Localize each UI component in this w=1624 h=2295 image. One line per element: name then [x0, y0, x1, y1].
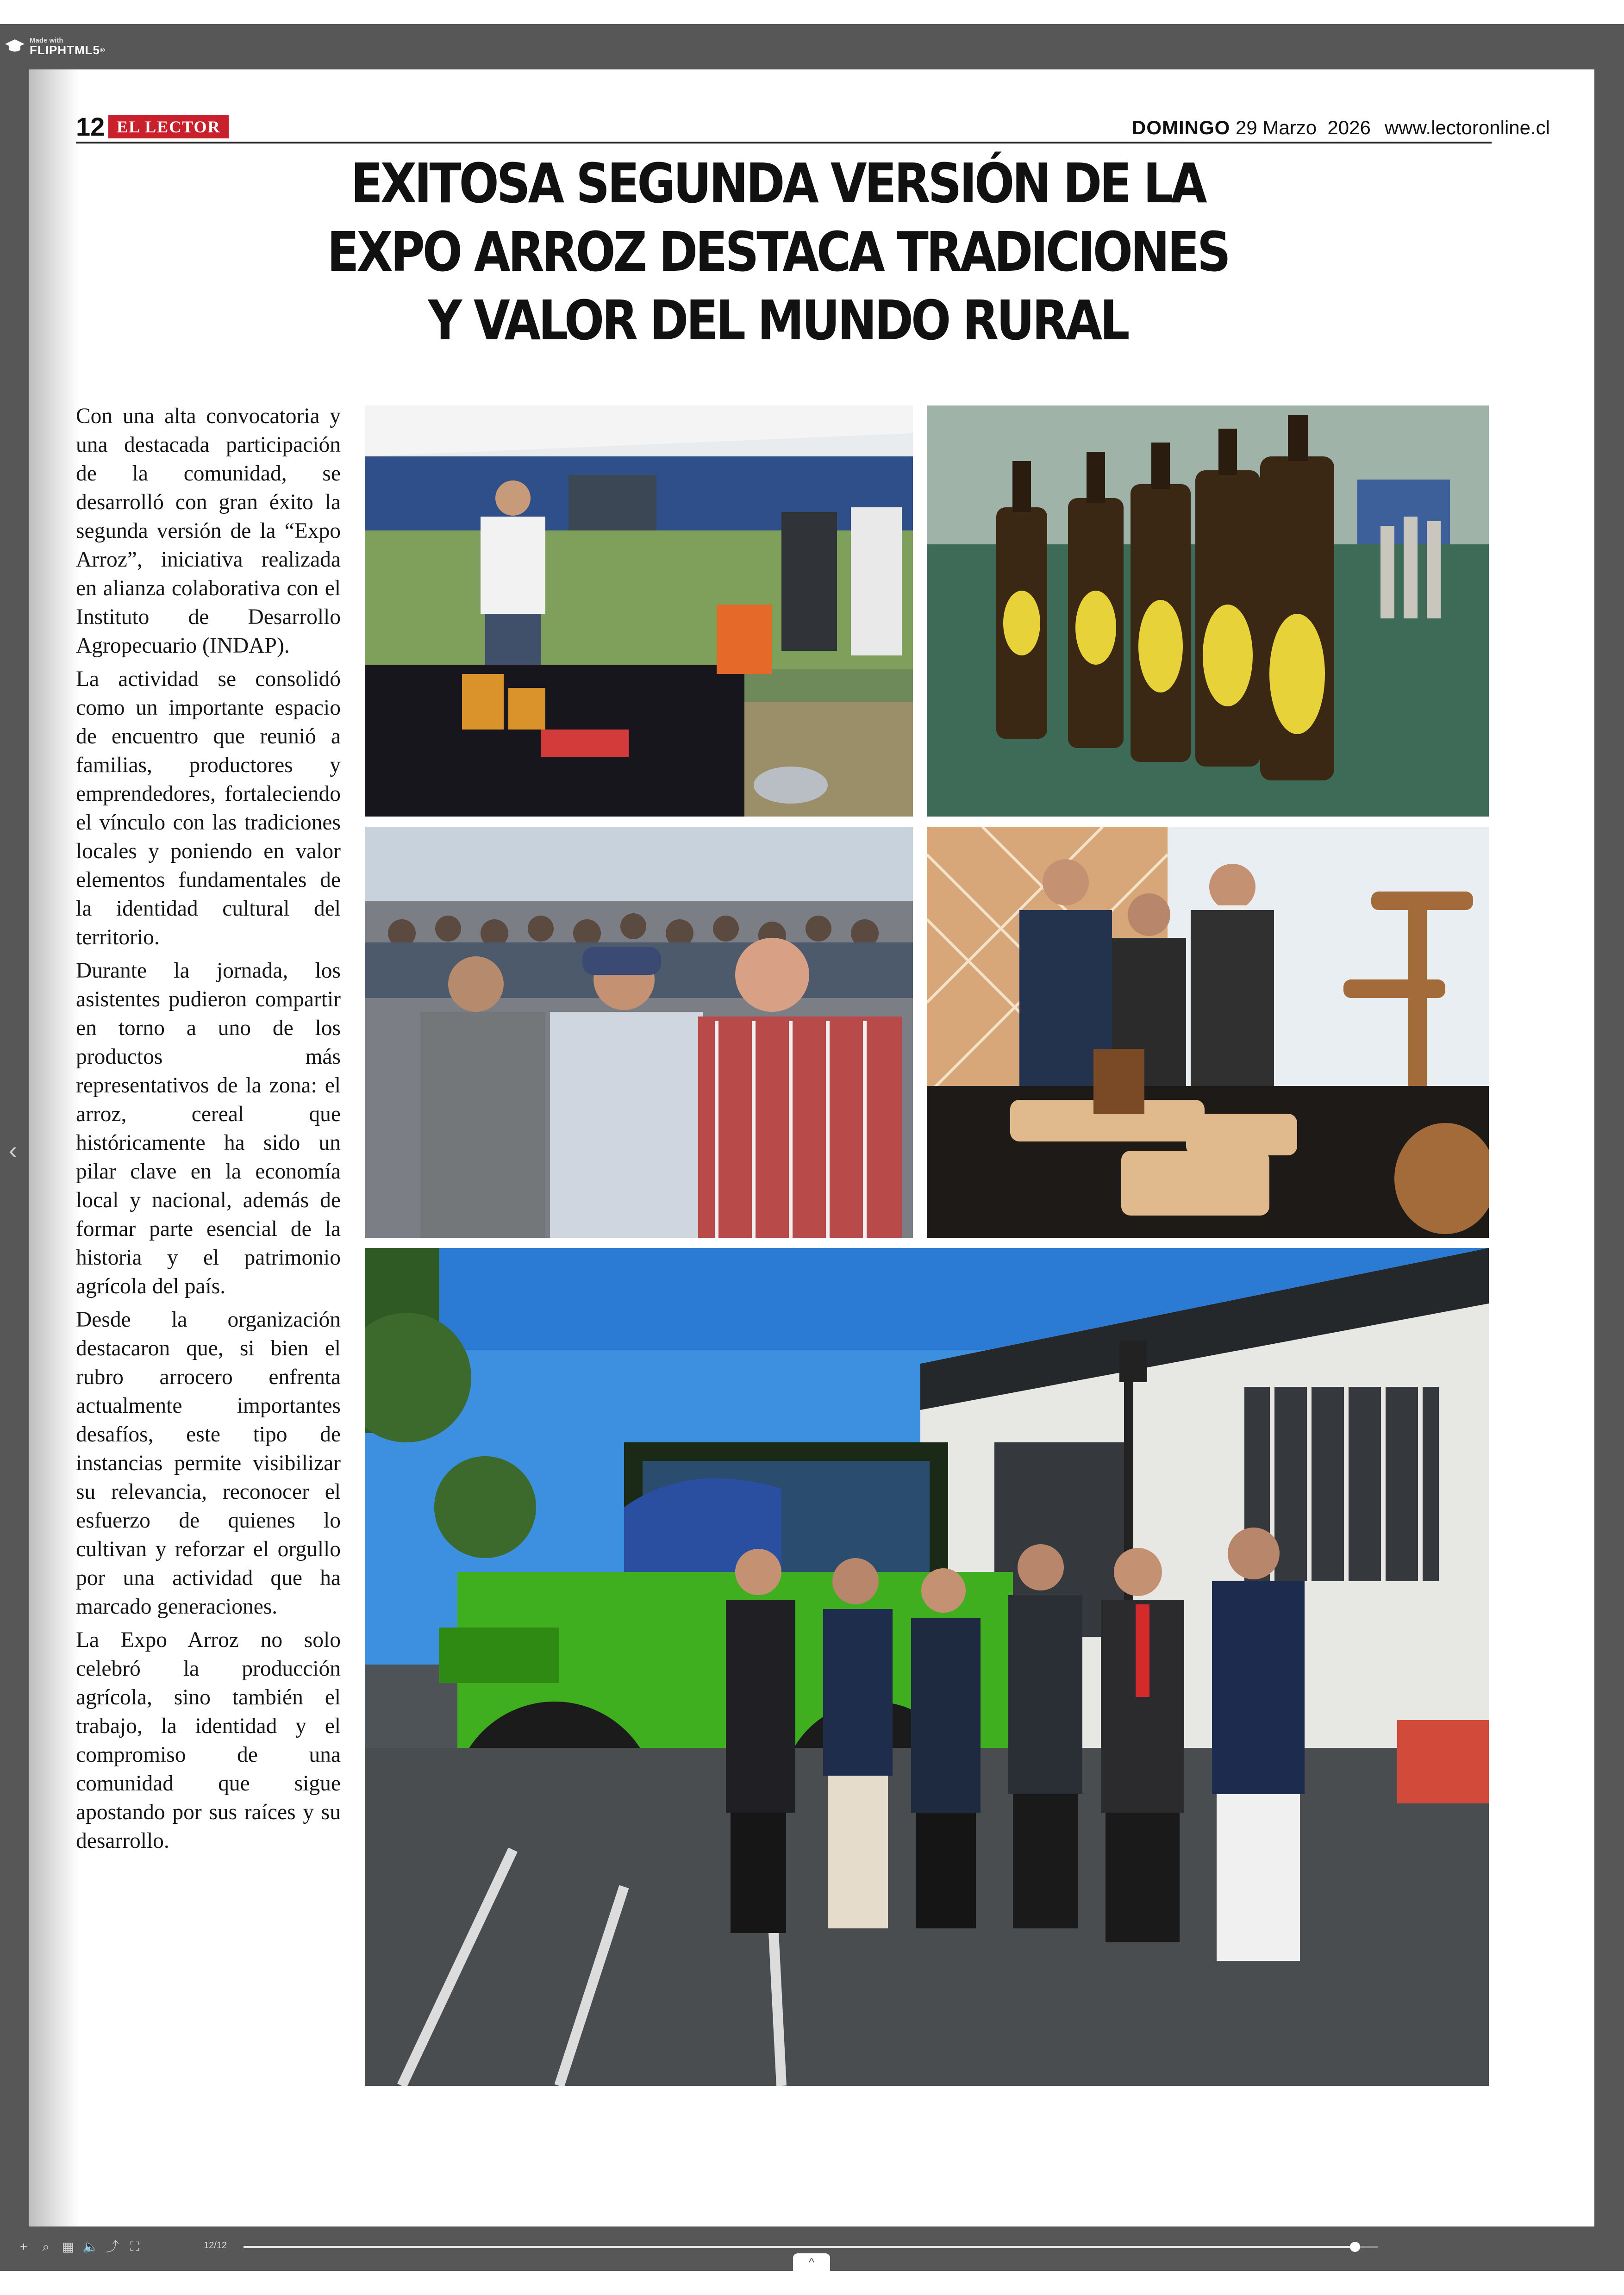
page-number: 12 [76, 112, 105, 141]
website-link[interactable]: www.lectoronline.cl [1384, 117, 1550, 138]
photo-audience [365, 827, 913, 1238]
article-paragraph: Durante la jornada, los asistentes pudieron compartir en torno a uno de los productos más representativos de la zona: el arroz, cereal que históricamente ha sido un pilar clave en la economía local y nacional, además de formar parte esencial de la historia y el patrimonio agrícola del país. [76, 959, 341, 1298]
newspaper-logo-text: EL LECTOR [117, 118, 221, 136]
date-day-month: 29 Marzo [1235, 117, 1317, 138]
article-body [76, 402, 341, 1860]
right-gutter [1594, 69, 1624, 2226]
fullscreen-icon[interactable]: ⛶ [130, 2239, 139, 2254]
grid-icon[interactable]: ▦ [62, 2239, 75, 2254]
bottom-strip [0, 2271, 1624, 2295]
chevron-left-icon[interactable]: ‹ [9, 1136, 17, 1164]
top-strip [0, 0, 1624, 24]
article-paragraph: La actividad se consolidó como un importante espacio de encuentro que reunió a familias, productores y emprendedores, fortaleciendo el vínculo con las tradiciones locales y poniendo en valor elementos fundamentales de la identidad cultural del territorio. [76, 667, 341, 949]
graduation-cap-icon [5, 38, 25, 54]
badge-registered: ® [100, 46, 106, 54]
viewer-header [0, 24, 1624, 69]
page-counter: 12/12 [204, 2240, 227, 2251]
photo-wine-bottles [927, 405, 1489, 817]
newspaper-logo [108, 115, 229, 138]
search-icon[interactable]: ⌕ [42, 2239, 50, 2254]
photo-group-tractor [365, 1248, 1489, 2086]
dateline [1132, 115, 1550, 141]
date-text [1132, 117, 1371, 139]
article-headline: EXITOSA SEGUNDA VERSIÓN DE LA EXPO ARROZ DESTACA TRADICIONES Y VALOR DEL MUNDO RURAL [327, 151, 1229, 352]
badge-brand-name: FLIPHTML5 [30, 43, 100, 57]
page-slider-fill [244, 2246, 1355, 2248]
badge-text [30, 37, 105, 56]
photo-wood-artisans [927, 827, 1489, 1238]
page-slider-handle[interactable] [1350, 2242, 1360, 2252]
photo-exhibitor-stand [365, 405, 913, 817]
speaker-icon[interactable]: 🔈 [82, 2239, 99, 2254]
share-icon[interactable]: ⤴ [106, 2239, 119, 2254]
article-paragraph: La Expo Arroz no solo celebró la producción agrícola, sino también el trabajo, la identidad y el compromiso de una comunidad que sigue apostando por sus raíces y su desarrollo. [76, 1628, 341, 1853]
page-fold-shadow [29, 69, 80, 2226]
badge-brand [30, 44, 105, 56]
chevron-up-icon[interactable]: ^ [793, 2253, 830, 2271]
article-paragraph: Con una alta convocatoria y una destacada participación de la comunidad, se desarrolló con gran éxito la segunda versión de la “Expo Arroz”, iniciativa realizada en alianza colaborativa con el Instituto de Desarrollo Agropecuario (INDAP). [76, 404, 341, 658]
date-day: DOMINGO [1131, 117, 1230, 138]
date-year: 2026 [1327, 117, 1371, 138]
badge-made-with: Made with [30, 36, 63, 44]
fliphtml5-badge[interactable] [5, 32, 105, 60]
header-rule [76, 142, 1492, 143]
article-paragraph: Desde la organización destacaron que, si bien el rubro arrocero enfrenta actualmente importantes desafíos, este tipo de instancias permite visibilizar su relevancia, reconocer el esfuerzo de quienes lo cultivan y reforzar el orgullo por una actividad que ha marcado generaciones. [76, 1308, 341, 1619]
plus-icon[interactable]: + [19, 2239, 28, 2254]
page-folio [76, 113, 229, 140]
